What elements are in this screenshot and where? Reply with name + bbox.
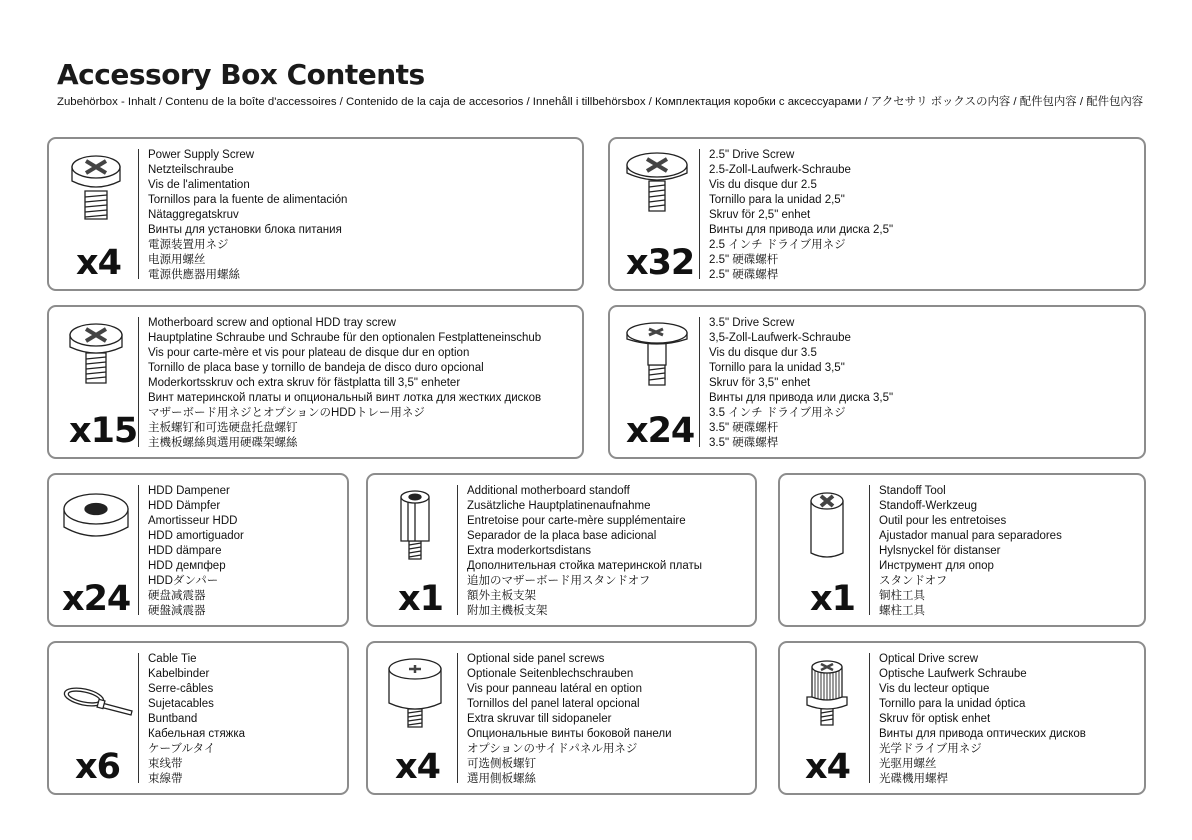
name-line: 螺柱工具 bbox=[879, 605, 925, 618]
name-line: Hylsnyckel för distanser bbox=[879, 545, 1001, 558]
name-line: HDD Dampener bbox=[148, 485, 230, 497]
name-line: Vis du lecteur optique bbox=[879, 683, 990, 696]
motherboard-screw-icon bbox=[55, 315, 137, 401]
name-line: 3.5" 硬碟螺桿 bbox=[709, 437, 779, 450]
name-line: Skruv för optisk enhet bbox=[879, 713, 991, 726]
name-line: スタンドオフ bbox=[879, 575, 948, 588]
name-line: 可选侧板螺钉 bbox=[467, 758, 536, 771]
name-line: Tornillo para la unidad óptica bbox=[879, 698, 1026, 711]
name-list bbox=[148, 316, 541, 451]
name-line: Винты для установки блока питания bbox=[148, 224, 342, 237]
name-line: Tornillo para la unidad 2,5" bbox=[709, 194, 845, 207]
name-list bbox=[709, 148, 893, 283]
standoff-tool-icon bbox=[786, 483, 868, 569]
name-line: Винт материнской платы и опциональный винт лотка для жестких дисков bbox=[148, 392, 542, 405]
quantity-label: x4 bbox=[76, 243, 121, 283]
quantity-label: x4 bbox=[805, 747, 850, 787]
quantity-label: x6 bbox=[75, 747, 120, 787]
name-line: Skruv för 2,5" enhet bbox=[709, 209, 811, 222]
name-line: ケーブルタイ bbox=[148, 743, 216, 756]
divider bbox=[699, 149, 700, 279]
name-line: マザーボード用ネジとオプションのHDDトレー用ネジ bbox=[148, 407, 425, 420]
name-list bbox=[148, 148, 347, 283]
name-line: 電源装置用ネジ bbox=[148, 239, 229, 252]
name-line: Extra moderkortsdistans bbox=[467, 545, 591, 558]
divider bbox=[138, 149, 139, 279]
name-line: Netzteilschraube bbox=[148, 164, 234, 177]
name-line: HDD dämpare bbox=[148, 545, 222, 558]
optical-drive-screw-icon bbox=[786, 651, 868, 737]
name-line: 主板螺钉和可选硬盘托盘螺钉 bbox=[148, 422, 298, 435]
name-line: 束线带 bbox=[148, 758, 183, 771]
name-line: Vis du disque dur 2.5 bbox=[709, 179, 817, 192]
name-line: Инструмент для опор bbox=[879, 560, 994, 573]
name-line: 3.5 インチ ドライブ用ネジ bbox=[709, 407, 846, 420]
name-line: 硬盘减震器 bbox=[148, 590, 206, 603]
power-supply-screw-icon bbox=[55, 147, 137, 233]
name-line: Винты для привода или диска 2,5" bbox=[709, 224, 894, 237]
item-card bbox=[47, 305, 584, 459]
name-line: Tornillo para la unidad 3,5" bbox=[709, 362, 845, 375]
item-card bbox=[47, 137, 584, 291]
divider bbox=[869, 653, 870, 783]
name-line: Outil pour les entretoises bbox=[879, 515, 1007, 528]
cable-tie-icon bbox=[55, 651, 137, 737]
name-list bbox=[467, 484, 702, 619]
name-line: Additional motherboard standoff bbox=[467, 485, 630, 497]
name-line: HDD Dämpfer bbox=[148, 500, 221, 513]
quantity-label: x1 bbox=[398, 579, 443, 619]
divider bbox=[138, 317, 139, 447]
name-line: Винты для привода или диска 3,5" bbox=[709, 392, 894, 405]
name-line: Separador de la placa base adicional bbox=[467, 530, 657, 543]
name-line: Tornillos para la fuente de alimentación bbox=[148, 194, 348, 207]
name-line: Standoff-Werkzeug bbox=[879, 500, 978, 513]
name-line: 2.5" 硬碟螺杆 bbox=[709, 254, 779, 267]
name-line: 2.5" Drive Screw bbox=[709, 149, 795, 161]
name-line: Винты для привода оптических дисков bbox=[879, 728, 1086, 741]
name-line: Sujetacables bbox=[148, 698, 214, 711]
name-list bbox=[879, 484, 1062, 619]
item-card bbox=[47, 473, 349, 627]
name-line: 3.5" Drive Screw bbox=[709, 317, 795, 329]
name-line: Power Supply Screw bbox=[148, 149, 255, 161]
name-list bbox=[148, 652, 245, 787]
name-line: HDD демпфер bbox=[148, 560, 226, 573]
name-line: Tornillo de placa base y tornillo de bandeja de disco duro opcional bbox=[148, 362, 484, 375]
divider bbox=[138, 485, 139, 615]
name-line: 額外主板支架 bbox=[467, 590, 536, 603]
name-line: Tornillos del panel lateral opcional bbox=[467, 698, 640, 711]
name-line: 束線帶 bbox=[148, 773, 183, 786]
item-card bbox=[47, 641, 349, 795]
name-list bbox=[709, 316, 893, 451]
item-card bbox=[608, 305, 1146, 459]
name-line: Buntband bbox=[148, 713, 198, 726]
name-line: 追加のマザーボード用スタンドオフ bbox=[467, 575, 651, 588]
name-line: HDD amortiguador bbox=[148, 530, 244, 543]
name-line: Vis de l'alimentation bbox=[148, 179, 250, 192]
2-5-drive-screw-icon bbox=[616, 147, 698, 233]
name-line: オプションのサイドパネル用ネジ bbox=[467, 743, 638, 756]
item-card bbox=[778, 473, 1146, 627]
item-card bbox=[778, 641, 1146, 795]
divider bbox=[869, 485, 870, 615]
name-line: Опциональные винты боковой панели bbox=[467, 728, 672, 741]
divider bbox=[457, 485, 458, 615]
name-line: Optical Drive screw bbox=[879, 653, 979, 665]
name-line: Vis pour panneau latéral en option bbox=[467, 683, 642, 696]
name-line: Cable Tie bbox=[148, 653, 197, 665]
name-line: 2.5 インチ ドライブ用ネジ bbox=[709, 239, 846, 252]
page-title: Accessory Box Contents bbox=[57, 58, 425, 91]
name-line: Skruv för 3,5" enhet bbox=[709, 377, 811, 390]
name-line: 電源供應器用螺絲 bbox=[148, 269, 240, 282]
motherboard-standoff-icon bbox=[374, 483, 456, 569]
name-line: Optionale Seitenblechschrauben bbox=[467, 668, 634, 681]
name-line: Дополнительная стойка материнской платы bbox=[467, 560, 703, 573]
name-line: Motherboard screw and optional HDD tray screw bbox=[148, 317, 396, 329]
name-line: Кабельная стяжка bbox=[148, 728, 246, 741]
name-line: Extra skruvar till sidopaneler bbox=[467, 713, 612, 726]
name-line: 电源用螺丝 bbox=[148, 254, 206, 267]
name-line: Nätaggregatskruv bbox=[148, 209, 239, 222]
3-5-drive-screw-icon bbox=[616, 315, 698, 401]
name-list bbox=[879, 652, 1086, 787]
item-card bbox=[366, 473, 757, 627]
name-line: Standoff Tool bbox=[879, 485, 946, 497]
quantity-label: x24 bbox=[62, 579, 131, 619]
page-subtitle: Zubehörbox - Inhalt / Contenu de la boîte d'accessoires / Contenido de la caja de accesorios / Innehåll i tillbehörsbox / Комплектация коробки с аксессуарами / アクセサリ ボックスの内容 / 配件包内容 / 配件包內容 bbox=[57, 96, 1144, 108]
quantity-label: x24 bbox=[626, 411, 695, 451]
name-list bbox=[148, 484, 244, 619]
name-line: 2.5-Zoll-Laufwerk-Schraube bbox=[709, 164, 851, 177]
name-line: Serre-câbles bbox=[148, 683, 214, 696]
name-line: Optische Laufwerk Schraube bbox=[879, 668, 1027, 681]
name-line: Optional side panel screws bbox=[467, 653, 605, 665]
name-line: 選用側板螺絲 bbox=[467, 773, 536, 786]
hdd-dampener-icon bbox=[55, 483, 137, 569]
name-line: Kabelbinder bbox=[148, 668, 210, 681]
name-line: 光学ドライブ用ネジ bbox=[879, 743, 982, 756]
name-line: Moderkortsskruv och extra skruv för fästplatta till 3,5" enheter bbox=[148, 377, 461, 390]
name-line: Ajustador manual para separadores bbox=[879, 530, 1062, 543]
item-card bbox=[366, 641, 757, 795]
name-line: Zusätzliche Hauptplatinenaufnahme bbox=[467, 500, 651, 513]
divider bbox=[699, 317, 700, 447]
side-panel-screw-icon bbox=[374, 651, 456, 737]
name-line: Vis pour carte-mère et vis pour plateau de disque dur en option bbox=[148, 347, 470, 360]
divider bbox=[457, 653, 458, 783]
name-line: 3.5" 硬碟螺杆 bbox=[709, 422, 779, 435]
divider bbox=[138, 653, 139, 783]
name-line: 光碟機用螺桿 bbox=[879, 773, 948, 786]
name-line: 3,5-Zoll-Laufwerk-Schraube bbox=[709, 332, 851, 345]
name-line: HDDダンパー bbox=[148, 575, 219, 588]
name-line: Vis du disque dur 3.5 bbox=[709, 347, 817, 360]
name-line: Amortisseur HDD bbox=[148, 515, 238, 528]
name-line: 硬盤減震器 bbox=[148, 605, 206, 618]
name-line: 光驱用螺丝 bbox=[879, 758, 937, 771]
quantity-label: x1 bbox=[810, 579, 855, 619]
name-line: Entretoise pour carte-mère supplémentaire bbox=[467, 515, 686, 528]
quantity-label: x32 bbox=[626, 243, 695, 283]
name-list bbox=[467, 652, 672, 787]
name-line: 附加主機板支架 bbox=[467, 605, 548, 618]
name-line: 主機板螺絲與選用硬碟架螺絲 bbox=[148, 437, 298, 450]
quantity-label: x15 bbox=[69, 411, 138, 451]
name-line: 铜柱工具 bbox=[879, 590, 925, 603]
name-line: Hauptplatine Schraube und Schraube für den optionalen Festplatteneinschub bbox=[148, 332, 542, 345]
item-card bbox=[608, 137, 1146, 291]
name-line: 2.5" 硬碟螺桿 bbox=[709, 269, 779, 282]
quantity-label: x4 bbox=[395, 747, 440, 787]
